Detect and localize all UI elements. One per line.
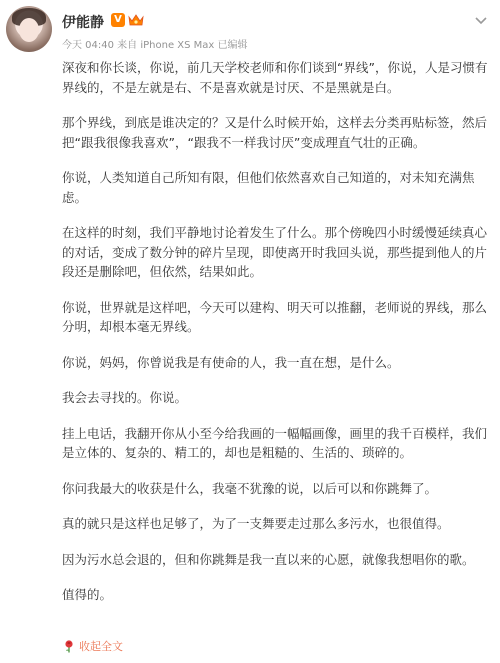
post-paragraph: 你说，妈妈，你曾说我是有使命的人，我一直在想，是什么。 <box>62 354 400 370</box>
avatar-face <box>19 18 39 42</box>
post-body <box>62 58 492 605</box>
collapse-full-text-link[interactable] <box>62 638 123 654</box>
post-paragraph: 你问我最大的收获是什么，我毫不犹豫的说，以后可以和你跳舞了。 <box>62 480 438 496</box>
chevron-down-icon[interactable] <box>474 16 488 26</box>
post-paragraph: 你说，人类知道自己所知有限，但他们依然喜欢自己知道的，对未知充满焦虑。 <box>62 170 475 205</box>
avatar[interactable] <box>6 6 52 52</box>
verified-icon: V <box>111 13 125 27</box>
post-paragraph: 那个界线，到底是谁决定的？又是什么时候开始，这样去分类再贴标签，然后把“跟我很像我喜欢”，“跟我不一样我讨厌”变成理直气壮的正确。 <box>62 115 488 150</box>
post-paragraph: 挂上电话，我翻开你从小至今给我画的一幅幅画像，画里的我千百模样，我们是立体的、复杂的、精工的，却也是粗糙的、生活的、琐碎的。 <box>62 425 488 460</box>
collapse-label: 收起全文 <box>79 640 123 653</box>
post-paragraph: 你说，世界就是这样吧，今天可以建构、明天可以推翻，老师说的界线，那么分明，却根本毫无界线。 <box>62 299 488 334</box>
post-paragraph: 在这样的时刻，我们平静地讨论着发生了什么。那个傍晚四小时缓慢延续真心的对话，变成了数分钟的碎片呈现，即使离开时我回头说，那些提到他人的片段还是删除吧，但依然，结果如此。 <box>62 225 488 279</box>
vip-crown-icon <box>128 13 144 27</box>
post-meta: 今天 04:40 来自 iPhone XS Max 已编辑 <box>62 40 248 51</box>
post-paragraph: 因为污水总会退的，但和你跳舞是我一直以来的心愿，就像我想唱你的歌。 <box>62 551 475 567</box>
author-name[interactable]: 伊能静 <box>62 15 104 31</box>
rose-icon <box>62 639 76 653</box>
post-header <box>0 0 500 52</box>
post-paragraph: 我会去寻找的。你说。 <box>62 390 188 405</box>
post-paragraph: 值得的。 <box>62 587 113 602</box>
post-paragraph: 深夜和你长谈，你说，前几天学校老师和你们谈到“界线”，你说，人是习惯有界线的，不是左就是右、不是喜欢就是讨厌、不是黑就是白。 <box>62 60 488 95</box>
post-paragraph: 真的就只是这样也足够了，为了一支舞要走过那么多污水，也很值得。 <box>62 516 450 531</box>
